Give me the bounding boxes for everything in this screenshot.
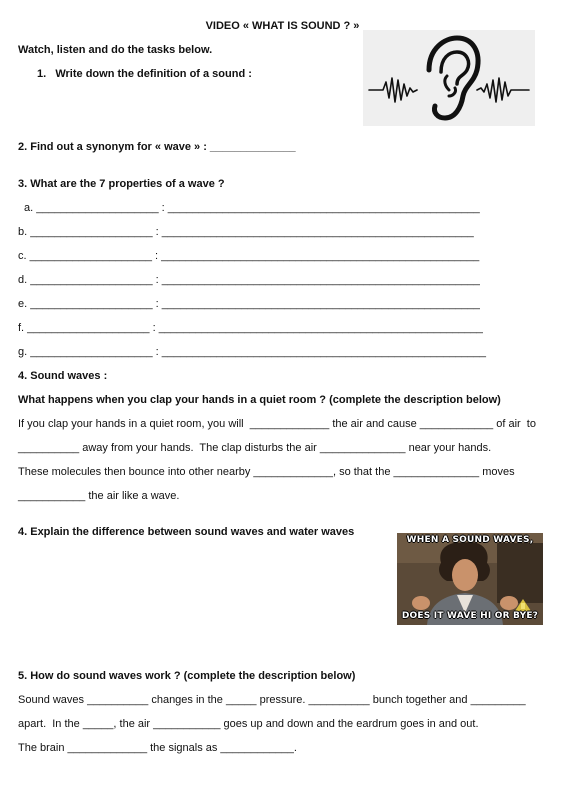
clap-line-4: ___________ the air like a wave. — [18, 490, 180, 502]
clap-line-2: __________ away from your hands. The clap disturbs the air ______________ near your hands. — [18, 442, 492, 454]
ear-illustration — [363, 30, 535, 126]
question-5-heading: 5. How do sound waves work ? (complete the description below) — [18, 670, 356, 682]
property-line-c: c. ____________________ : ____________________________________________________ — [18, 250, 480, 262]
page-title: VIDEO « WHAT IS SOUND ? » — [205, 20, 360, 32]
question-1: 1. Write down the definition of a sound : — [37, 68, 252, 80]
question-2: 2. Find out a synonym for « wave » : ______________ — [18, 141, 296, 153]
ear-icon — [363, 30, 535, 126]
property-line-f: f. ____________________ : _____________________________________________________ — [18, 322, 483, 334]
clap-line-3: These molecules then bounce into other nearby _____________, so that the ______________ moves — [18, 466, 515, 478]
sound-waves-line-2: apart. In the _____, the air ___________ goes up and down and the eardrum goes in and out. — [18, 718, 479, 730]
question-4-difference: 4. Explain the difference between sound waves and water waves — [18, 526, 355, 538]
intro-instruction: Watch, listen and do the tasks below. — [18, 44, 213, 56]
property-line-b: b. ____________________ : ___________________________________________________ — [18, 226, 474, 238]
property-line-a: a. ____________________ : ___________________________________________________ — [24, 202, 480, 214]
property-line-d: d. ____________________ : ____________________________________________________ — [18, 274, 480, 286]
question-3-heading: 3. What are the 7 properties of a wave ? — [18, 178, 225, 190]
sound-waves-line-1: Sound waves __________ changes in the _____ pressure. __________ bunch together and _________ — [18, 694, 526, 706]
property-line-g: g. ____________________ : _____________________________________________________ — [18, 346, 486, 358]
sound-waves-line-3: The brain _____________ the signals as ____________. — [18, 742, 297, 754]
meme-image — [397, 533, 543, 625]
section-4-subheading: What happens when you clap your hands in a quiet room ? (complete the description below) — [18, 394, 501, 406]
clap-line-1: If you clap your hands in a quiet room, you will _____________ the air and cause ____________ of air to — [18, 418, 536, 430]
meme-top-text: WHEN A SOUND WAVES, — [406, 535, 534, 545]
meme-bottom-text: DOES IT WAVE HI OR BYE? — [401, 611, 539, 621]
section-4-heading: 4. Sound waves : — [18, 370, 108, 382]
property-line-e: e. ____________________ : ____________________________________________________ — [18, 298, 480, 310]
